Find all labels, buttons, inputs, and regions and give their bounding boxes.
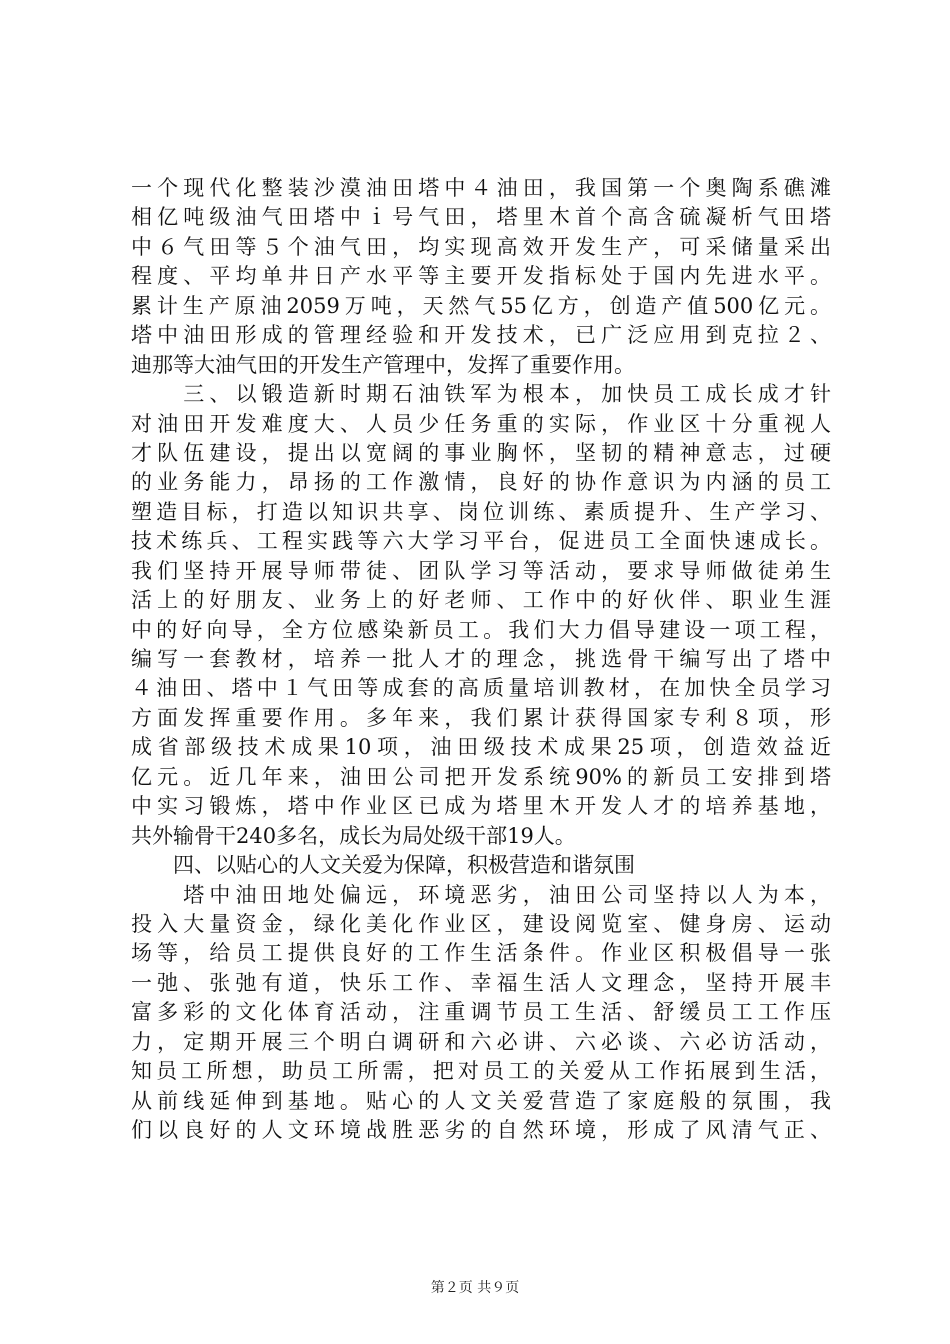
text-line: 从前线延伸到基地。贴心的人文关爱营造了家庭般的氛围，我	[131, 1088, 831, 1113]
text-line: 投入大量资金，绿化美化作业区，建设阅览室、健身房、运动	[131, 911, 831, 936]
text-line: 力，定期开展三个明白调研和六必讲、六必谈、六必访活动，	[131, 1029, 831, 1054]
text-line: 技术练兵、工程实践等六大学习平台，促进员工全面快速成长。	[131, 529, 831, 554]
text-line: 亿元。近几年来，油田公司把开发系统90%的新员工安排到塔	[131, 764, 831, 789]
text-line: 累计生产原油2059万吨，天然气55亿方，创造产值500亿元。	[131, 293, 831, 318]
text-line: ４油田、塔中１气田等成套的高质量培训教材，在加快全员学习	[131, 676, 831, 701]
text-line: 知员工所想，助员工所需，把对员工的关爱从工作拓展到生活，	[131, 1059, 831, 1084]
text-line: 迪那等大油气田的开发生产管理中，发挥了重要作用。	[131, 352, 635, 377]
text-line: 塔中油田地处偏远，环境恶劣，油田公司坚持以人为本，	[131, 882, 831, 907]
text-line: 中实习锻炼，塔中作业区已成为塔里木开发人才的培养基地，	[131, 794, 831, 819]
text-line: 的业务能力，昂扬的工作激情，良好的协作意识为内涵的员工	[131, 470, 831, 495]
text-line: 方面发挥重要作用。多年来，我们累计获得国家专利８项，形	[131, 705, 831, 730]
text-line: 程度、平均单井日产水平等主要开发指标处于国内先进水平。	[131, 264, 831, 289]
body-text	[131, 174, 831, 1145]
text-line: 塔中油田形成的管理经验和开发技术，已广泛应用到克拉２、	[131, 323, 831, 348]
text-line: 中的好向导，全方位感染新员工。我们大力倡导建设一项工程，	[131, 617, 831, 642]
text-line: 一弛、张弛有道，快乐工作、幸福生活人文理念，坚持开展丰	[131, 970, 831, 995]
text-line: 一个现代化整装沙漠油田塔中４油田，我国第一个奥陶系礁滩	[131, 176, 831, 200]
text-line: 中６气田等５个油气田，均实现高效开发生产，可采储量采出	[131, 234, 831, 259]
text-line: 场等，给员工提供良好的工作生活条件。作业区积极倡导一张	[131, 941, 831, 966]
text-line: 共外输骨干240多名，成长为局处级干部19人。	[131, 823, 576, 848]
text-line: 才队伍建设，提出以宽阔的事业胸怀，坚韧的精神意志，过硬	[131, 440, 831, 465]
section-heading-line: 三、以锻造新时期石油铁军为根本，加快员工成长成才针	[131, 382, 831, 407]
text-line: 塑造目标，打造以知识共享、岗位训练、素质提升、生产学习、	[131, 499, 831, 524]
text-line: 相亿吨级油气田塔中ｉ号气田，塔里木首个高含硫凝析气田塔	[131, 205, 831, 230]
text-line: 我们坚持开展导师带徒、团队学习等活动，要求导师做徒弟生	[131, 558, 831, 583]
text-line: 们以良好的人文环境战胜恶劣的自然环境，形成了风清气正、	[131, 1118, 831, 1142]
page-footer: 第２页 共９页	[430, 1280, 520, 1296]
section-heading-line: 四、以贴心的人文关爱为保障，积极营造和谐氛围	[131, 853, 635, 878]
text-line: 编写一套教材，培养一批人才的理念，挑选骨干编写出了塔中	[131, 647, 831, 671]
text-line: 活上的好朋友、业务上的好老师、工作中的好伙伴、职业生涯	[131, 588, 831, 613]
text-line: 富多彩的文化体育活动，注重调节员工生活、舒缓员工工作压	[131, 1000, 831, 1025]
text-line: 对油田开发难度大、人员少任务重的实际，作业区十分重视人	[131, 411, 831, 436]
text-line: 成省部级技术成果10项，油田级技术成果25项，创造效益近	[131, 735, 831, 760]
